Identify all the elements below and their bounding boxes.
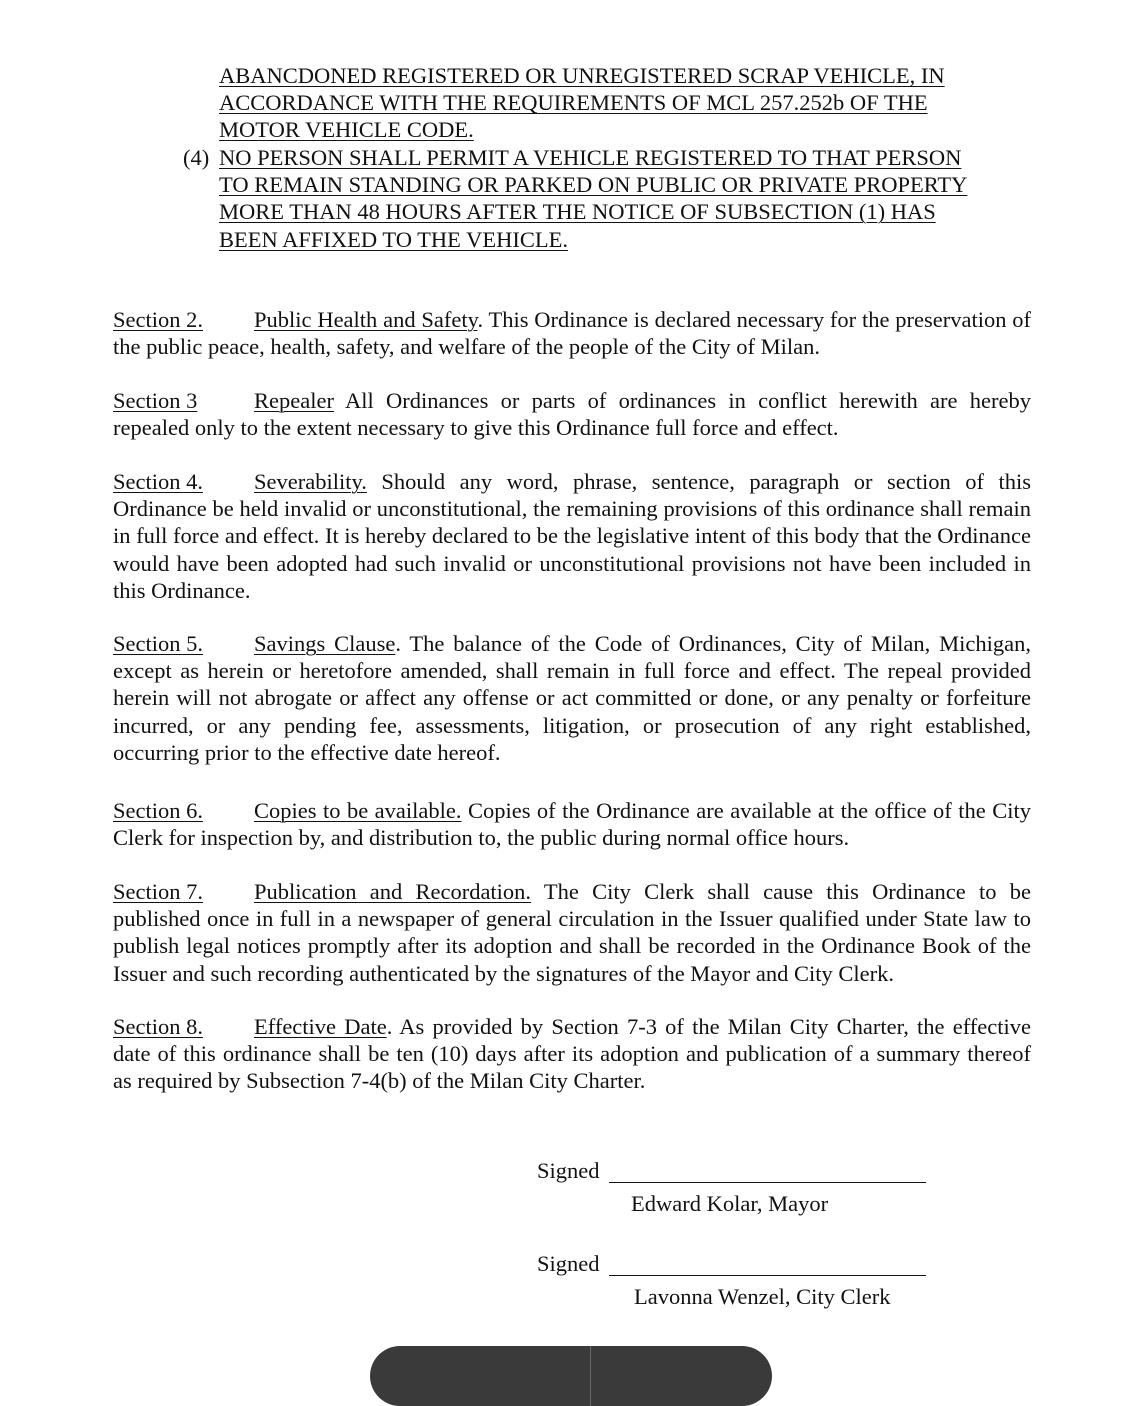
item-4-line: MORE THAN 48 HOURS AFTER THE NOTICE OF SUBSECTION (1) HAS	[219, 199, 936, 225]
section-text: The City Clerk shall cause this Ordinance to be published once in full in a newspaper of general circulation in the Issuer qualified under State law to publish legal notices promptly after its adoption and shall be recorded in the Ordinance Book of the Issuer and such recording authenticated by the signatures of the Mayor and City Clerk.	[113, 879, 1031, 986]
section-heading: Repealer	[254, 388, 334, 413]
item-4-line: TO REMAIN STANDING OR PARKED ON PUBLIC OR PRIVATE PROPERTY	[219, 172, 968, 198]
section-text: All Ordinances or parts of ordinances in conflict herewith are hereby repealed only to the extent necessary to give this Ordinance full force and effect.	[113, 388, 1031, 441]
section-5	[113, 630, 1031, 766]
item-4-line: NO PERSON SHALL PERMIT A VEHICLE REGISTERED TO THAT PERSON	[219, 145, 962, 170]
section-heading: Publication and Recordation.	[254, 879, 532, 904]
signatory-name: Lavonna Wenzel, City Clerk	[634, 1284, 891, 1309]
signed-label: Signed	[537, 1251, 600, 1276]
section-text: . This Ordinance is declared necessary for the preservation of the public peace, health, safety, and welfare of the people of the City of Milan.	[113, 307, 1032, 360]
signature-block-mayor	[537, 1157, 937, 1221]
item-3-continuation	[219, 62, 1039, 144]
continuation-line: ACCORDANCE WITH THE REQUIREMENTS OF MCL 257.252b OF THE	[219, 90, 928, 116]
item-4-line: BEEN AFFIXED TO THE VEHICLE.	[219, 226, 568, 252]
section-text: . As provided by Section 7-3 of the Milan City Charter, the effective date of this ordinance shall be ten (10) days after its adoption and publication of a summary thereof as required by Subsection 7-4(b) of the Milan City Charter.	[113, 1014, 1031, 1094]
section-4	[113, 468, 1031, 604]
section-number: Section 3	[113, 388, 198, 413]
section-8	[113, 1013, 1031, 1095]
toolbar-button-left[interactable]	[370, 1346, 590, 1406]
section-heading: Severability.	[254, 469, 367, 494]
signature-block-clerk	[537, 1250, 937, 1314]
signature-line	[609, 1275, 926, 1276]
continuation-line: ABANCDONED REGISTERED OR UNREGISTERED SCRAP VEHICLE, IN	[219, 63, 945, 88]
item-4-number: (4)	[183, 145, 210, 170]
section-2	[113, 306, 1031, 360]
section-heading: Public Health and Safety	[254, 307, 478, 332]
section-heading: Savings Clause	[254, 631, 396, 656]
section-text: Should any word, phrase, sentence, paragraph or section of this Ordinance be held invalid or unconstitutional, the remaining provisions of this ordinance shall remain in full force and effect. It is hereby declared to be the legislative intent of this body that the Ordinance would have been adopted had such invalid or unconstitutional provisions not have been included in this Ordinance.	[113, 469, 1032, 603]
section-6	[113, 797, 1031, 851]
viewer-toolbar[interactable]	[370, 1346, 772, 1406]
section-number: Section 8.	[113, 1014, 203, 1039]
section-number: Section 7.	[113, 879, 203, 904]
section-number: Section 5.	[113, 631, 203, 656]
item-4-body	[219, 144, 1039, 253]
toolbar-button-right[interactable]	[591, 1346, 772, 1406]
signed-label: Signed	[537, 1158, 600, 1183]
section-number: Section 2.	[113, 307, 203, 332]
continuation-line: MOTOR VEHICLE CODE.	[219, 117, 474, 143]
section-heading: Copies to be available.	[254, 798, 462, 823]
section-text: . The balance of the Code of Ordinances, City of Milan, Michigan, except as herein or heretofore amended, shall remain in full force and effect. The repeal provided herein will not abrogate or affect any offense or act committed or done, or any penalty or forfeiture incurred, or any pending fee, assessments, litigation, or prosecution of any right established, occurring prior to the effective date hereof.	[113, 631, 1031, 765]
section-7	[113, 878, 1031, 987]
section-number: Section 4.	[113, 469, 203, 494]
signature-line	[609, 1182, 926, 1183]
signatory-name: Edward Kolar, Mayor	[631, 1191, 829, 1216]
section-3	[113, 387, 1031, 441]
section-text: Copies of the Ordinance are available at the office of the City Clerk for inspection by, and distribution to, the public during normal office hours.	[113, 798, 1031, 851]
section-number: Section 6.	[113, 798, 203, 823]
section-heading: Effective Date	[254, 1014, 387, 1039]
